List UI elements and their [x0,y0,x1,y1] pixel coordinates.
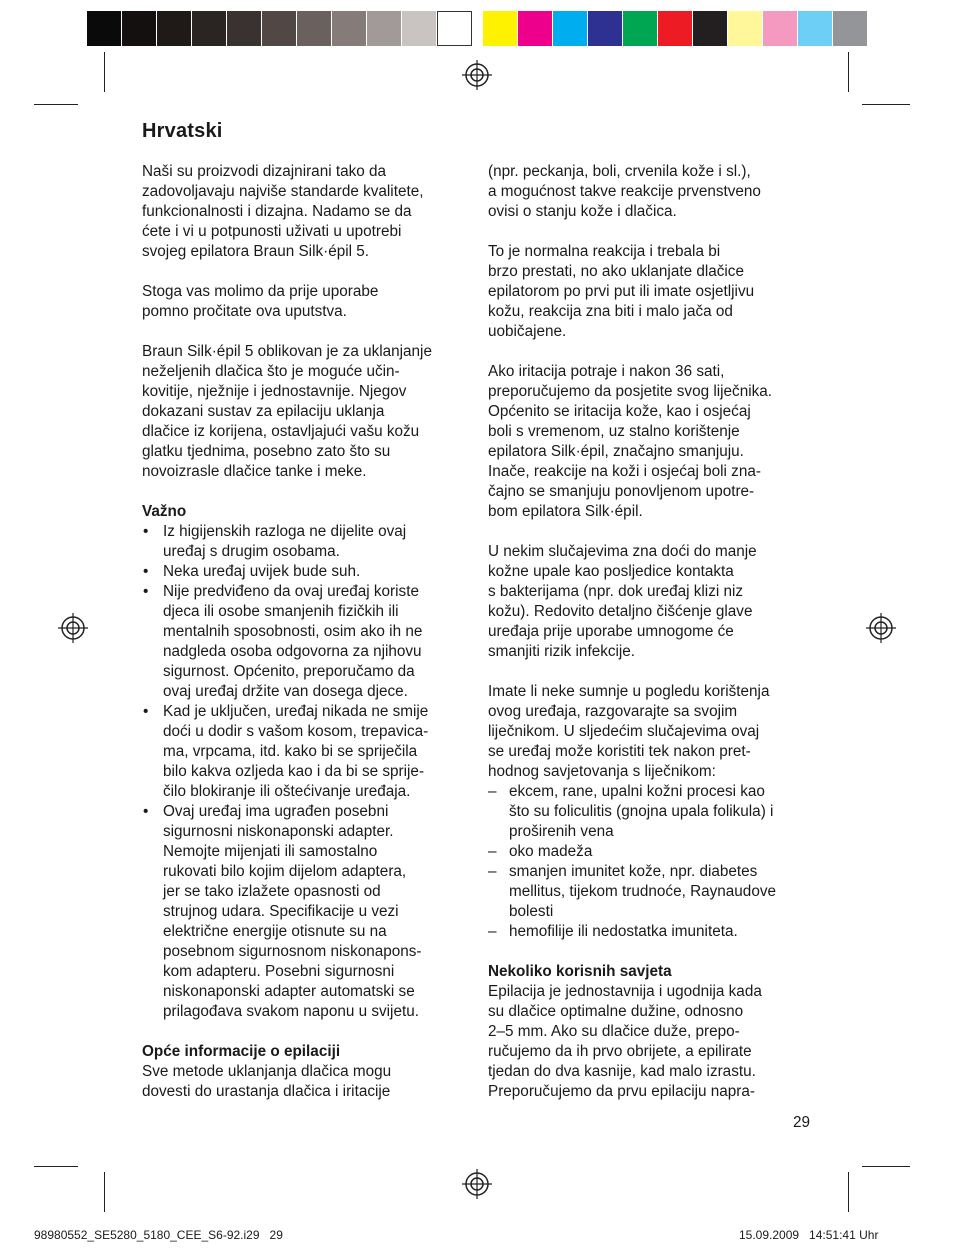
body-paragraph: To je normalna reakcija i trebala bi brzo prestati, no ako uklanjate dlačice epilatorom po prvi put ili imate osjetljivu kožu, reakcija zna biti i malo jača od uobičajene. [488,243,755,340]
conditions-list [488,782,818,942]
color-swatch [227,11,262,46]
important-list [142,522,472,1022]
color-swatch [297,11,332,46]
color-swatch [332,11,367,46]
intro-paragraph: Braun Silk·épil 5 oblikovan je za uklanjanje neželjenih dlačica što je moguće učin- kovitije, nježnije i jednostavnije. Njegov dokazani sustav za epilaciju uklanja dlačice iz korijena, ostavljajući vašu kožu glatku tjednima, posebno zato što su novoizrasle dlačice tanke i meke. [142,343,432,480]
color-swatch [437,11,472,46]
color-swatch [763,11,798,46]
color-swatch [693,11,728,46]
registration-mark-icon [866,613,896,643]
color-swatch [623,11,658,46]
general-info-paragraph: Sve metode uklanjanja dlačica mogu dovesti do urastanja dlačica i iritacije [142,1063,392,1100]
color-swatch [262,11,297,46]
color-swatch [588,11,623,46]
registration-mark-icon [462,1169,492,1199]
color-swatch [833,11,868,46]
tips-paragraph: Epilacija je jednostavnija i ugodnija kada su dlačice optimalne dužine, odnosno 2–5 mm. Ako su dlačice duže, prepo- ručujemo da ih prvo obrijete, a epilirate tjedan do dva kasnije, kad malo izrastu. Preporučujemo da prvu epilaciju napra- [488,983,762,1100]
list-item: • Nije predviđeno da ovaj uređaj koriste djeca ili osobe smanjenih fizičkih ili mentalnih sposobnosti, osim ako ih ne nadgleda osoba odgovorna za njihovu sigurnost. Općenito, preporučamo da ovaj uređaj držite van dosega djece. [142,582,472,702]
intro-paragraph: Stoga vas molimo da prije uporabe pomno pročitate ova uputstva. [142,283,379,320]
color-swatch [658,11,693,46]
color-swatch [483,11,518,46]
left-column [142,162,472,1102]
right-column [488,162,818,1102]
list-item: • Neka uređaj uvijek bude suh. [142,562,472,582]
process-color-bar [483,11,868,46]
registration-mark-icon [462,60,492,90]
registration-mark-icon [58,613,88,643]
intro-paragraph: Naši su proizvodi dizajnirani tako da zadovoljavaju najviše standarde kvalitete, funkcionalnosti i dizajna. Nadamo se da ćete i vi u potpunosti uživati u upotrebi svojeg epilatora Braun Silk·épil 5. [142,163,424,260]
color-swatch [122,11,157,46]
list-item: • Ovaj uređaj ima ugrađen posebni sigurnosni niskonaponski adapter. Nemojte mijenjati ili samostalno rukovati bilo kojim dijelom adaptera, jer se tako izlažete opasnosti od strujnog udara. Specifikacije u vezi električne energije otisnute su na posebnom sigurnosnom niskonapons- kom adapteru. Posebni sigurnosni niskonaponski adapter automatski se prilagođava svakom naponu u svijetu. [142,802,472,1022]
color-swatch [402,11,437,46]
footer-timestamp: 15.09.2009 14:51:41 Uhr [739,1228,879,1242]
list-item: • Iz higijenskih razloga ne dijelite ovaj uređaj s drugim osobama. [142,522,472,562]
list-item: – smanjen imunitet kože, npr. diabetes mellitus, tijekom trudnoće, Raynaudove bolesti [488,862,818,922]
footer-file-info: 98980552_SE5280_5180_CEE_S6-92.i29 29 [34,1228,283,1242]
grayscale-color-bar [87,11,472,46]
body-paragraph: U nekim slučajevima zna doći do manje kožne upale kao posljedice kontakta s bakterijama (npr. dok uređaj klizi niz kožu). Redovito detaljno čišćenje glave uređaja prije uporabe umnogome će smanjiti rizik infekcije. [488,543,757,660]
tips-heading: Nekoliko korisnih savjeta [488,963,672,980]
color-swatch [553,11,588,46]
body-paragraph: Imate li neke sumnje u pogledu korištenja ovog uređaja, razgovarajte sa svojim liječnikom. U sljedećim slučajevima ovaj se uređaj može koristiti tek nakon pret- hodnog savjetovanja s liječnikom: [488,683,770,780]
page-heading: Hrvatski [142,120,223,142]
list-item: – ekcem, rane, upalni kožni procesi kao što su foliculitis (gnojna upala folikula) i proširenih vena [488,782,818,842]
color-swatch [87,11,122,46]
important-heading: Važno [142,503,187,520]
color-swatch [367,11,402,46]
color-swatch [157,11,192,46]
body-paragraph: Ako iritacija potraje i nakon 36 sati, preporučujemo da posjetite svog liječnika. Općenito se iritacija kože, kao i osjećaj boli s vremenom, uz stalno korištenje epilatora Silk·épil, značajno smanjuju. Inače, reakcije na koži i osjećaj boli zna- čajno se smanjuju ponovljenom upotre- bom epilatora Silk·épil. [488,363,773,520]
list-item: – hemofilije ili nedostatka imuniteta. [488,922,818,942]
color-swatch [192,11,227,46]
list-item: – oko madeža [488,842,818,862]
color-swatch [798,11,833,46]
body-paragraph: (npr. peckanja, boli, crvenila kože i sl.), a mogućnost takve reakcije prvenstveno ovisi o stanju kože i dlačica. [488,163,761,220]
page-number: 29 [793,1114,811,1131]
color-swatch [518,11,553,46]
general-info-heading: Opće informacije o epilaciji [142,1043,341,1060]
color-swatch [728,11,763,46]
list-item: • Kad je uključen, uređaj nikada ne smije doći u dodir s vašom kosom, trepavica- ma, vrpcama, itd. kako bi se spriječila bilo kakva ozljeda kao i da bi se sprije- čilo blokiranje ili oštećivanje uređaja. [142,702,472,802]
